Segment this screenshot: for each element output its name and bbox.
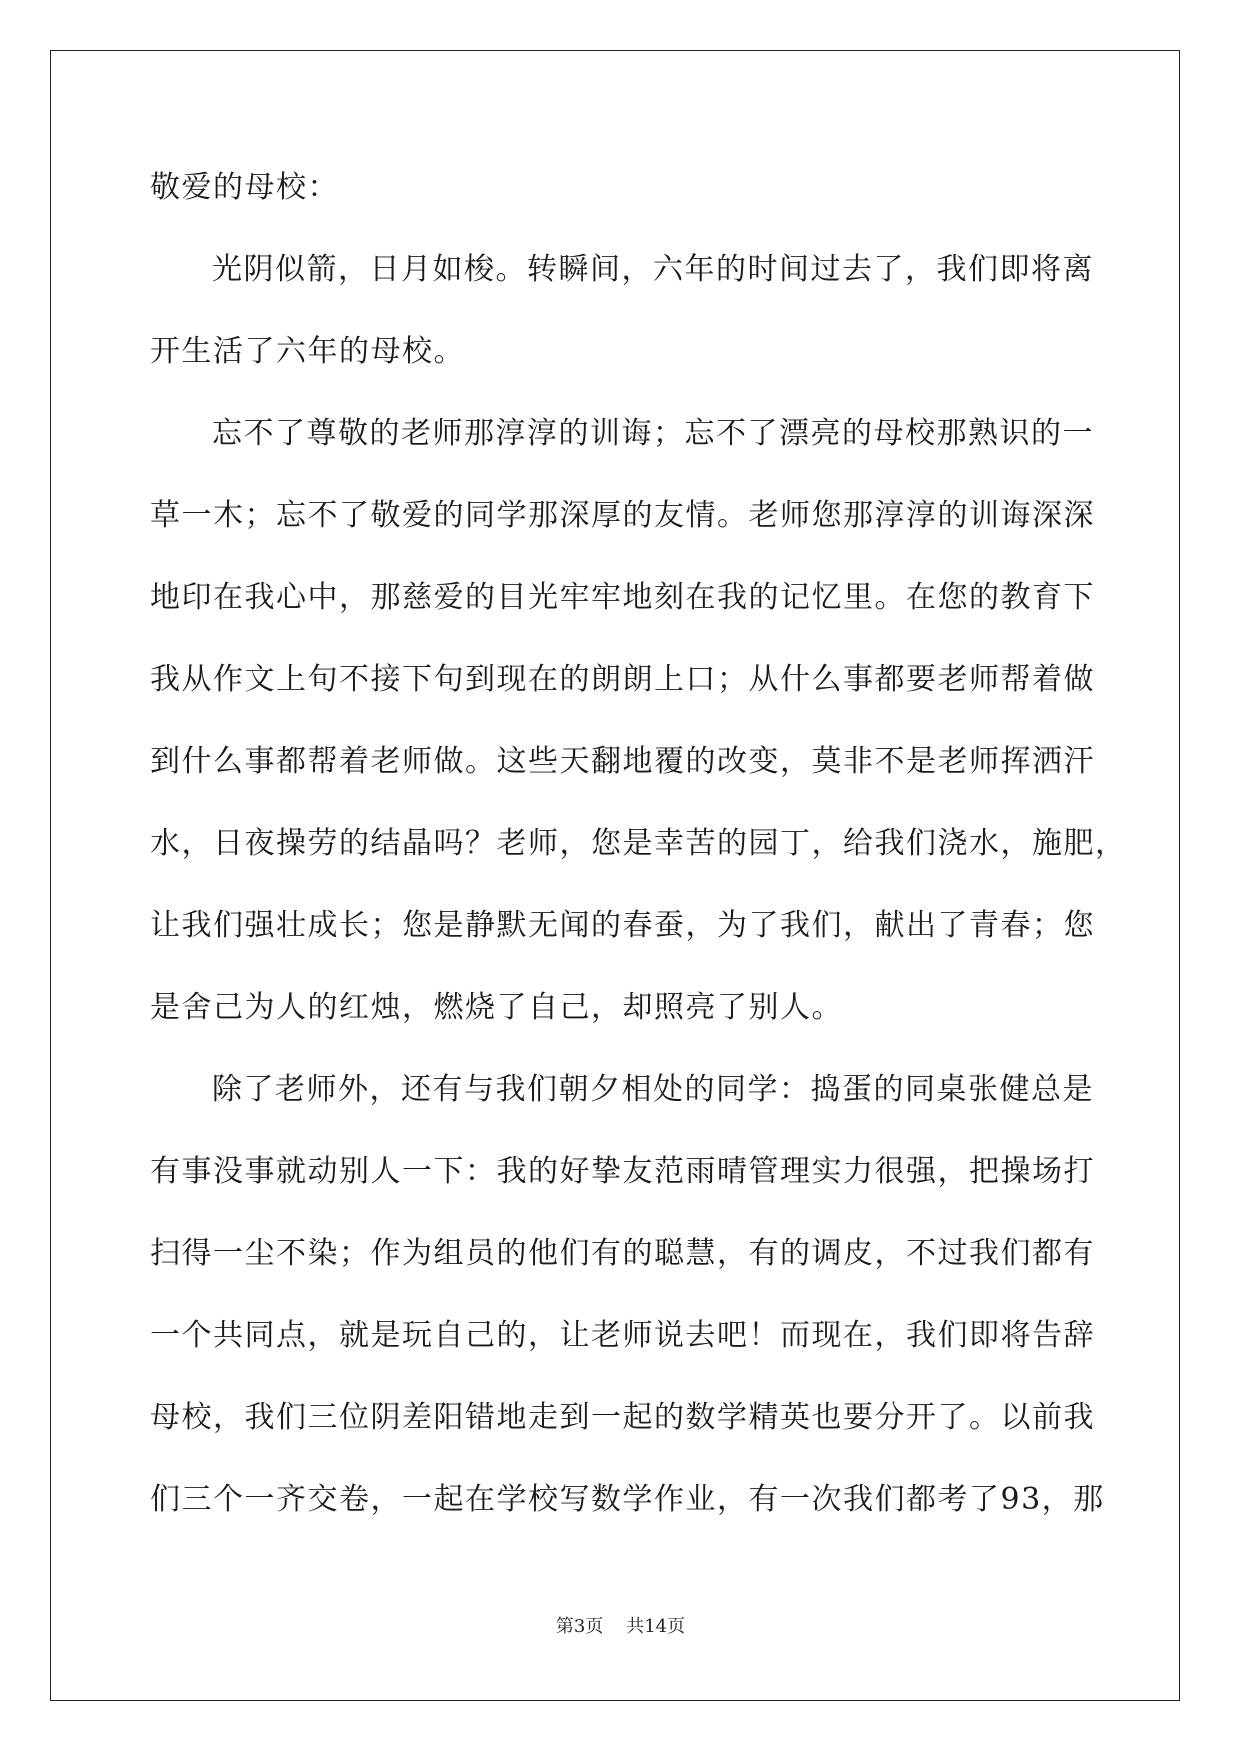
- text-line: 我从作文上句不接下句到现在的朗朗上口；从什么事都要老师帮着做: [150, 662, 1095, 697]
- text-line: 们三个一齐交卷，一起在学校写数学作业，有一次我们都考了93，那: [150, 1482, 1105, 1517]
- salutation: 敬爱的母校：: [150, 170, 339, 205]
- text-line: 地印在我心中，那慈爱的目光牢牢地刻在我的记忆里。在您的教育下: [150, 580, 1095, 615]
- page-number: 第3页: [555, 1616, 604, 1637]
- text-line: 水，日夜操劳的结晶吗？老师，您是幸苦的园丁，给我们浇水，施肥，: [150, 826, 1127, 861]
- page-footer: [0, 1615, 1241, 1639]
- paragraph-lines: [150, 240, 1127, 1552]
- text-line: 是舍己为人的红烛，燃烧了自己，却照亮了别人。: [150, 990, 843, 1025]
- text-line: 有事没事就动别人一下：我的好挚友范雨晴管理实力很强，把操场打: [150, 1154, 1095, 1189]
- text-line: 母校，我们三位阴差阳错地走到一起的数学精英也要分开了。以前我: [150, 1400, 1095, 1435]
- text-line: 开生活了六年的母校。: [150, 334, 465, 369]
- text-line: 草一木；忘不了敬爱的同学那深厚的友情。老师您那淳淳的训诲深深: [150, 498, 1095, 533]
- text-line: 让我们强壮成长；您是静默无闻的春蚕，为了我们，献出了青春；您: [150, 908, 1095, 943]
- text-line: 扫得一尘不染；作为组员的他们有的聪慧，有的调皮，不过我们都有: [150, 1236, 1095, 1271]
- document-body: [150, 158, 1127, 1552]
- page-total: 共14页: [626, 1616, 686, 1637]
- text-line: 到什么事都帮着老师做。这些天翻地覆的改变，莫非不是老师挥洒汗: [150, 744, 1095, 779]
- text-line: 一个共同点，就是玩自己的，让老师说去吧！而现在，我们即将告辞: [150, 1318, 1095, 1353]
- text-line: 光阴似箭，日月如梭。转瞬间，六年的时间过去了，我们即将离: [212, 252, 1094, 287]
- text-line: 除了老师外，还有与我们朝夕相处的同学：捣蛋的同桌张健总是: [212, 1072, 1094, 1107]
- text-line: 忘不了尊敬的老师那淳淳的训诲；忘不了漂亮的母校那熟识的一: [212, 416, 1094, 451]
